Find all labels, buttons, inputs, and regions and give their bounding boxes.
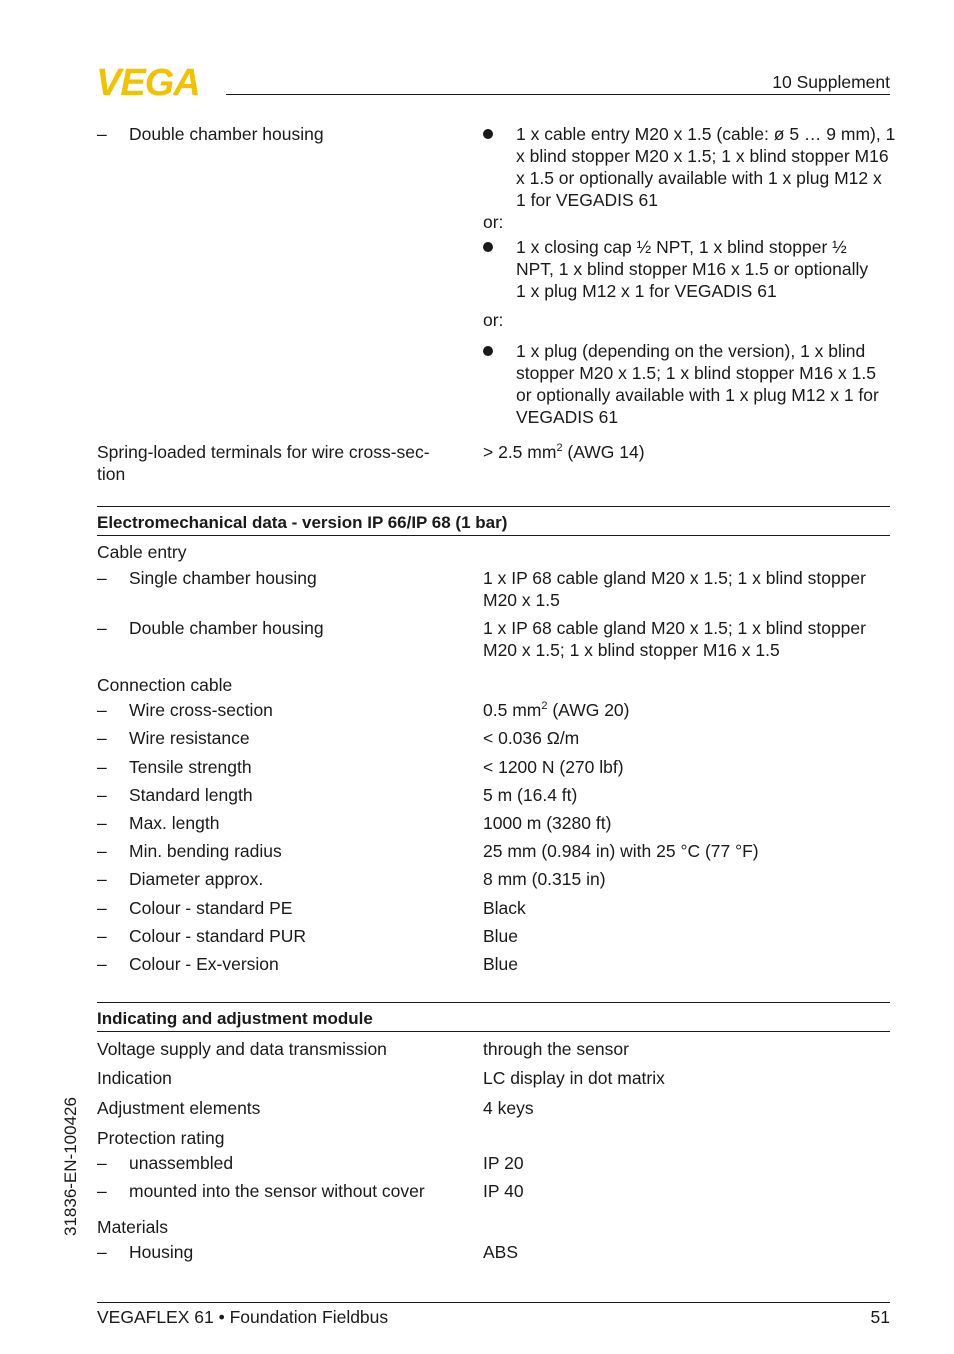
dash: – <box>97 1153 107 1173</box>
spec-value: < 1200 N (270 lbf) <box>483 757 624 777</box>
spec-label <box>97 756 252 778</box>
label-text: Wire cross-section <box>129 700 273 720</box>
value-part: (AWG 14) <box>562 442 645 462</box>
dash: – <box>97 1242 107 1262</box>
terminals-label-line: tion <box>97 464 126 484</box>
spec-value: Black <box>483 898 526 918</box>
spec-label <box>97 1180 425 1202</box>
spec-label <box>97 925 306 947</box>
label-text: Single chamber housing <box>129 568 317 588</box>
label-text: Colour - standard PUR <box>129 926 307 946</box>
label-text: Wire resistance <box>129 728 250 748</box>
dash: – <box>97 898 107 918</box>
option-text: 1 x cable entry M20 x 1.5 (cable: ø 5 … 9 mm), 1 x blind stopper M20 x 1.5; 1 x blind stopper M16 x 1.5 or optionally available with 1 x plug M12 x 1 for VEGADIS 61 <box>516 124 896 210</box>
dash: – <box>97 618 107 638</box>
section-rule <box>97 535 890 536</box>
section-rule <box>97 1002 890 1003</box>
spec-value <box>483 567 893 611</box>
spec-label <box>97 727 250 749</box>
dash: – <box>97 568 107 588</box>
value-part: (AWG 20) <box>547 700 630 720</box>
spec-label <box>97 812 219 834</box>
label-text: Tensile strength <box>129 757 252 777</box>
dash: – <box>97 841 107 861</box>
section-title: Indicating and adjustment module <box>97 1009 373 1028</box>
spec-value: LC display in dot matrix <box>483 1068 665 1088</box>
chapter-heading: 10 Supplement <box>772 72 890 92</box>
spec-value: Blue <box>483 954 519 974</box>
spec-label: Adjustment elements <box>97 1098 261 1118</box>
dash: – <box>97 785 107 805</box>
or-text: or: <box>483 212 504 232</box>
terminals-label <box>97 441 457 485</box>
terminals-label-line: Spring-loaded terminals for wire cross-sec- <box>97 442 430 462</box>
bullet-icon <box>483 129 493 139</box>
header-rule <box>226 94 890 95</box>
spec-value: 5 m (16.4 ft) <box>483 785 578 805</box>
spec-label <box>97 1152 233 1174</box>
spec-label <box>97 897 292 919</box>
label-text: Standard length <box>129 785 253 805</box>
dash: – <box>97 869 107 889</box>
group-label: Cable entry <box>97 542 187 562</box>
bullet-icon <box>483 242 493 252</box>
superscript: 2 <box>541 700 548 713</box>
spec-value: 1000 m (3280 ft) <box>483 813 612 833</box>
label-text: Diameter approx. <box>129 869 264 889</box>
spec-value: through the sensor <box>483 1039 629 1059</box>
spec-label <box>97 840 282 862</box>
spec-label <box>97 699 273 721</box>
dash: – <box>97 700 107 720</box>
dash: – <box>97 1181 107 1201</box>
label-text: Double chamber housing <box>129 618 324 638</box>
or-text: or: <box>483 310 504 330</box>
spec-label <box>97 868 263 890</box>
dash: – <box>97 124 107 144</box>
label-text: Colour - standard PE <box>129 898 293 918</box>
spec-label: Voltage supply and data transmission <box>97 1039 387 1059</box>
label-text: Max. length <box>129 813 220 833</box>
superscript: 2 <box>556 442 563 455</box>
spec-label <box>97 567 317 589</box>
value-line: M20 x 1.5; 1 x blind stopper M16 x 1.5 <box>483 640 780 660</box>
value-line: M20 x 1.5 <box>483 590 560 610</box>
group-label: Protection rating <box>97 1128 225 1148</box>
spec-value: 8 mm (0.315 in) <box>483 869 606 889</box>
option-text: 1 x closing cap ½ NPT, 1 x blind stopper ½ NPT, 1 x blind stopper M16 x 1.5 or optionally 1 x plug M12 x 1 for VEGADIS 61 <box>516 237 869 301</box>
vega-logo <box>96 64 220 98</box>
section-rule <box>97 1031 890 1032</box>
spec-value: IP 20 <box>483 1153 524 1173</box>
value-part: > 2.5 mm <box>483 442 557 462</box>
footer-title: VEGAFLEX 61 • Foundation Fieldbus <box>97 1307 389 1327</box>
label-text: Colour - Ex-version <box>129 954 279 974</box>
spec-value: 25 mm (0.984 in) with 25 °C (77 °F) <box>483 841 759 861</box>
spec-value: 4 keys <box>483 1098 534 1118</box>
group-label: Materials <box>97 1217 168 1237</box>
footer-rule <box>97 1302 890 1303</box>
spec-value: < 0.036 Ω/m <box>483 728 580 748</box>
item-label: Double chamber housing <box>129 124 324 144</box>
terminals-value <box>483 441 893 463</box>
page-number: 51 <box>870 1307 890 1327</box>
label-text: Min. bending radius <box>129 841 282 861</box>
spec-value <box>483 699 893 721</box>
spec-label <box>97 953 279 975</box>
section-title: Electromechanical data - version IP 66/IP 68 (1 bar) <box>97 513 508 532</box>
spec-label <box>97 1241 193 1263</box>
dash: – <box>97 757 107 777</box>
value-line: 1 x IP 68 cable gland M20 x 1.5; 1 x blind stopper <box>483 618 866 638</box>
section-rule <box>97 506 890 507</box>
group-label: Connection cable <box>97 675 233 695</box>
document-code: 31836-EN-100426 <box>61 1097 80 1236</box>
dash: – <box>97 728 107 748</box>
svg-text:VEGA: VEGA <box>96 64 200 98</box>
spec-value: Blue <box>483 926 519 946</box>
value-part: 0.5 mm <box>483 700 542 720</box>
spec-value: ABS <box>483 1242 519 1262</box>
item-double-chamber <box>97 123 324 145</box>
value-line: 1 x IP 68 cable gland M20 x 1.5; 1 x blind stopper <box>483 568 866 588</box>
spec-value <box>483 617 893 661</box>
label-text: mounted into the sensor without cover <box>129 1181 425 1201</box>
spec-label <box>97 617 324 639</box>
spec-value: IP 40 <box>483 1181 524 1201</box>
bullet-icon <box>483 346 493 356</box>
spec-label: Indication <box>97 1068 172 1088</box>
dash: – <box>97 813 107 833</box>
dash: – <box>97 926 107 946</box>
dash: – <box>97 954 107 974</box>
spec-label <box>97 784 253 806</box>
label-text: unassembled <box>129 1153 234 1173</box>
label-text: Housing <box>129 1242 194 1262</box>
option-text: 1 x plug (depending on the version), 1 x blind stopper M20 x 1.5; 1 x blind stopper M16 x 1.5 or optionally available with 1 x plug M12 x 1 for VEGADIS 61 <box>516 341 879 427</box>
